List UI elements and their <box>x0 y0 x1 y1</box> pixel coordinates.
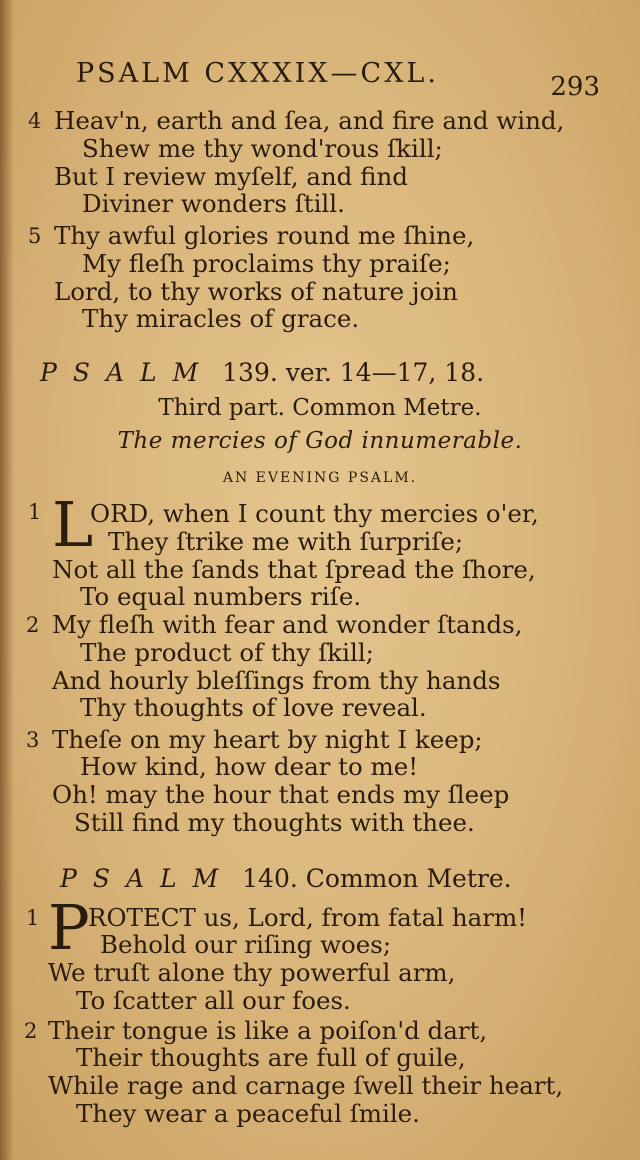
verse-line: How kind, how dear to me! <box>80 752 419 781</box>
drop-cap: P <box>48 891 90 964</box>
verse-line: My fleſh proclaims thy praiſe; <box>82 249 451 278</box>
verse-number: 5 <box>28 224 42 248</box>
running-header <box>70 58 600 102</box>
verse-line: Their thoughts are full of guile, <box>76 1043 466 1072</box>
verse-line: Shew me thy wond'rous ſkill; <box>82 134 443 163</box>
psalm-reference: 139. ver. 14—17, 18. <box>222 358 485 387</box>
verse-line: Lord, to thy works of nature join <box>54 277 458 306</box>
verse-line: Not all the ſands that ſpread the ſhore, <box>52 555 536 584</box>
page-gutter-shadow <box>0 0 14 1160</box>
verse-line: ROTECT us, Lord, from fatal harm! <box>88 903 528 932</box>
psalm-part-metre: Third part. Common Metre. <box>158 395 482 421</box>
psalm-140-heading <box>60 864 512 893</box>
verse-line: To ſcatter all our foes. <box>76 986 351 1015</box>
verse-line: ORD, when I count thy mercies o'er, <box>90 499 539 528</box>
verse-number: 1 <box>26 906 40 930</box>
verse-number: 4 <box>28 109 42 133</box>
verse-line: Thy miracles of grace. <box>82 304 360 333</box>
verse-line: Thy awful glories round me ſhine, <box>54 221 475 250</box>
psalm-reference: 140. Common Metre. <box>242 864 512 893</box>
verse-number: 1 <box>28 500 42 524</box>
verse-line: Theſe on my heart by night I keep; <box>52 725 483 754</box>
psalm-label: PSALM <box>60 864 235 893</box>
verse-number: 2 <box>24 1019 38 1043</box>
verse-line: While rage and carnage ſwell their heart, <box>48 1071 564 1100</box>
drop-cap: L <box>52 488 94 561</box>
verse-line: Diviner wonders ſtill. <box>82 189 345 218</box>
psalm-139-heading <box>40 358 484 387</box>
verse-line: Thy thoughts of love reveal. <box>80 693 427 722</box>
verse-line: Heav'n, earth and ſea, and fire and wind, <box>54 106 565 135</box>
psalm-label: PSALM <box>40 358 215 387</box>
page-number: 293 <box>550 72 600 102</box>
verse-line: And hourly bleſſings from thy hands <box>52 666 501 695</box>
verse-line: They wear a peaceful ſmile. <box>76 1099 420 1128</box>
verse-line: They ſtrike me with ſurpriſe; <box>108 527 464 556</box>
verse-line: The product of thy ſkill; <box>80 638 374 667</box>
verse-line: Behold our riſing woes; <box>100 930 392 959</box>
verse-number: 3 <box>26 728 40 752</box>
verse-line: Oh! may the hour that ends my ſleep <box>52 780 510 809</box>
running-title: PSALM CXXXIX—CXL. <box>76 58 439 89</box>
verse-number: 2 <box>26 613 40 637</box>
psalm-occasion: AN EVENING PSALM. <box>222 470 418 486</box>
verse-line: But I review myſelf, and find <box>54 162 408 191</box>
verse-line: My fleſh with fear and wonder ſtands, <box>52 610 523 639</box>
psalm-theme: The mercies of God innumerable. <box>117 428 523 454</box>
verse-line: Their tongue is like a poiſon'd dart, <box>48 1016 488 1045</box>
verse-line: Still find my thoughts with thee. <box>74 808 475 837</box>
verse-line: We truſt alone thy powerful arm, <box>48 958 456 987</box>
verse-line: To equal numbers riſe. <box>80 582 362 611</box>
